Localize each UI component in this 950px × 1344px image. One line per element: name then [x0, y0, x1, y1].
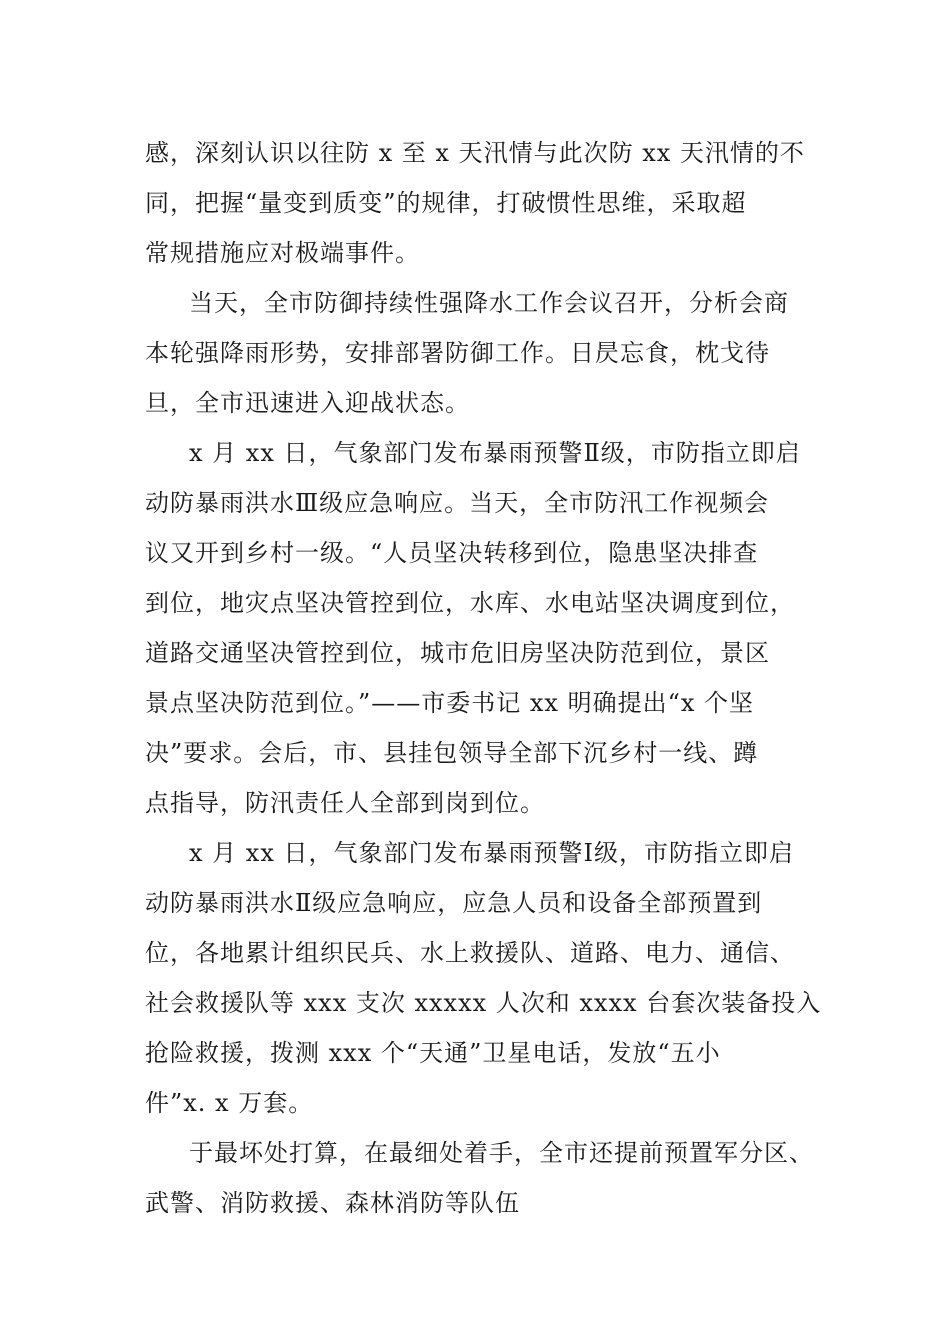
text-line: 决”要求。会后，市、县挂包领导全部下沉乡村一线、蹲 — [145, 739, 759, 767]
text-line: 件”x. x 万套。 — [145, 1089, 314, 1117]
text-line: 景点坚决防范到位。”——市委书记 xx 明确提出“x 个坚 — [145, 689, 755, 717]
paragraph-start-line: 于最坏处打算，在最细处着手，全市还提前预置军分区、 — [189, 1139, 814, 1167]
paragraph-start-line: x 月 xx 日，气象部门发布暴雨预警Ⅱ级，市防指立即启 — [189, 439, 801, 467]
text-line: 到位，地灾点坚决管控到位，水库、水电站坚决调度到位， — [145, 589, 795, 617]
text-line: 动防暴雨洪水Ⅲ级应急响应。当天，全市防汛工作视频会 — [145, 489, 770, 517]
document-body — [145, 128, 825, 1228]
text-line: 社会救援队等 xxx 支次 xxxxx 人次和 xxxx 台套次装备投入 — [145, 989, 822, 1017]
text-line: 感，深刻认识以往防 x 至 x 天汛情与此次防 xx 天汛情的不 — [145, 139, 805, 167]
text-line: 抢险救援，拨测 xxx 个“天通”卫星电话，发放“五小 — [145, 1039, 721, 1067]
text-line: 议又开到乡村一级。“人员坚决转移到位，隐患坚决排查 — [145, 539, 759, 567]
paragraph-start-line: x 月 xx 日，气象部门发布暴雨预警Ⅰ级，市防指立即启 — [189, 839, 794, 867]
text-line: 旦，全市迅速进入迎战状态。 — [145, 389, 470, 417]
paragraph-start-line: 当天，全市防御持续性强降水工作会议召开，分析会商 — [189, 289, 789, 317]
text-line: 同，把握“量变到质变”的规律，打破惯性思维，采取超 — [145, 189, 747, 217]
text-line: 动防暴雨洪水Ⅱ级应急响应，应急人员和设备全部预置到 — [145, 889, 763, 917]
text-line: 常规措施应对极端事件。 — [145, 239, 420, 267]
text-line: 道路交通坚决管控到位，城市危旧房坚决防范到位，景区 — [145, 639, 770, 667]
text-line: 武警、消防救援、森林消防等队伍 — [145, 1189, 520, 1217]
text-line: 位，各地累计组织民兵、水上救援队、道路、电力、通信、 — [145, 939, 795, 967]
text-line: 点指导，防汛责任人全部到岗到位。 — [145, 789, 545, 817]
text-line: 本轮强降雨形势，安排部署防御工作。日昃忘食，枕戈待 — [145, 339, 770, 367]
